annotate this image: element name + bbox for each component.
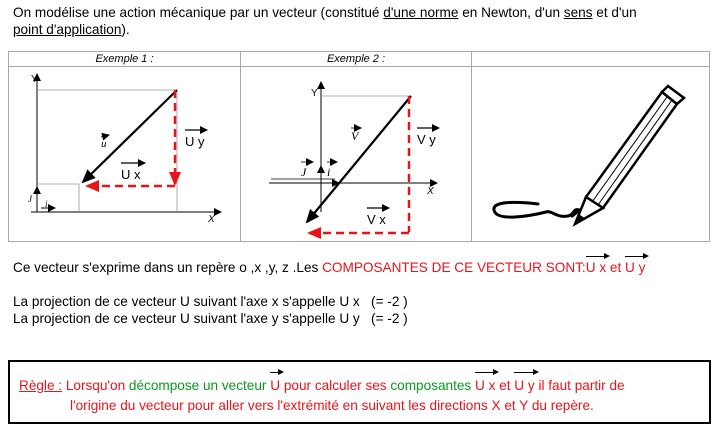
projection-x: La projection de ce vecteur U suivant l'axe x s'appelle U x (= -2 ) — [13, 294, 408, 309]
intro-point-application: point d'application — [13, 22, 122, 37]
rule-vector-ux: U x — [475, 376, 495, 396]
ex2-label-i: i — [327, 165, 331, 179]
ex1-label-ux: U x — [121, 167, 141, 182]
ex2-label-vy: V y — [417, 132, 436, 147]
ex1-axis-x-label: X — [208, 214, 215, 225]
components-intro: Ce vecteur s'exprime dans un repère o ,x ,y, z .Les — [13, 260, 323, 275]
components-and: et — [606, 260, 625, 275]
rule-text-b: décompose un vecteur — [128, 378, 271, 393]
intro-sens: sens — [563, 5, 593, 20]
ex2-label-vx: V x — [367, 212, 386, 227]
example-1-title: Exemple 1 : — [9, 52, 240, 67]
ex1-label-uy: U y — [185, 134, 205, 149]
projection-y: La projection de ce vecteur U suivant l'axe y s'appelle U y (= -2 ) — [13, 311, 408, 326]
rule-vector-uy: U y — [514, 376, 534, 396]
pencil-icon — [472, 52, 709, 241]
intro-paragraph — [13, 4, 713, 38]
intro-text-3: en Newton, d'un — [458, 5, 564, 20]
components-label: COMPOSANTES DE CE VECTEUR SONT: — [322, 260, 586, 275]
rule-text-a: Lorsqu'on — [62, 378, 129, 393]
intro-norme: d'une norme — [383, 5, 459, 20]
example-2-diagram — [241, 52, 472, 241]
ex2-label-j: J — [301, 165, 307, 179]
ex1-label-i: i — [45, 199, 48, 209]
example-1-diagram — [9, 52, 241, 241]
components-sentence — [13, 260, 645, 275]
rule-text-d: pour calculer ses — [280, 378, 391, 393]
rule-line-1 — [19, 376, 625, 396]
component-ux: U x — [585, 260, 607, 275]
component-uy: U y — [625, 260, 646, 275]
ex1-label-j: J — [28, 194, 32, 204]
rule-box — [8, 360, 711, 424]
ex1-axis-y-label: Y — [31, 74, 38, 85]
rule-line-2: l'origine du vecteur pour aller vers l'extrémité en suivant les directions X et Y du repère. — [70, 398, 594, 413]
pencil-squiggle — [494, 202, 580, 217]
intro-text-5: et d'un — [592, 5, 637, 20]
examples-table — [8, 51, 710, 242]
ex1-label-u: u — [101, 138, 107, 150]
example-2-title: Exemple 2 : — [241, 52, 471, 67]
rule-text-e: composantes — [390, 378, 476, 393]
ex2-axis-x-label: X — [427, 186, 434, 197]
example-2-cell — [241, 52, 472, 241]
pencil-cell — [472, 52, 709, 241]
ex2-vector-v — [307, 96, 411, 222]
rule-text-i: il faut partir de — [534, 378, 625, 393]
rule-label: Règle : — [19, 378, 63, 393]
intro-text-7: ). — [121, 22, 130, 37]
rule-text-g: et — [495, 378, 515, 393]
ex2-label-v: V — [351, 129, 359, 143]
rule-vector-u: U — [270, 376, 280, 396]
example-1-cell — [9, 52, 241, 241]
intro-text-1: On modélise une action mécanique par un vecteur (constitué — [13, 5, 384, 20]
ex2-axis-y-label: Y — [311, 88, 318, 99]
